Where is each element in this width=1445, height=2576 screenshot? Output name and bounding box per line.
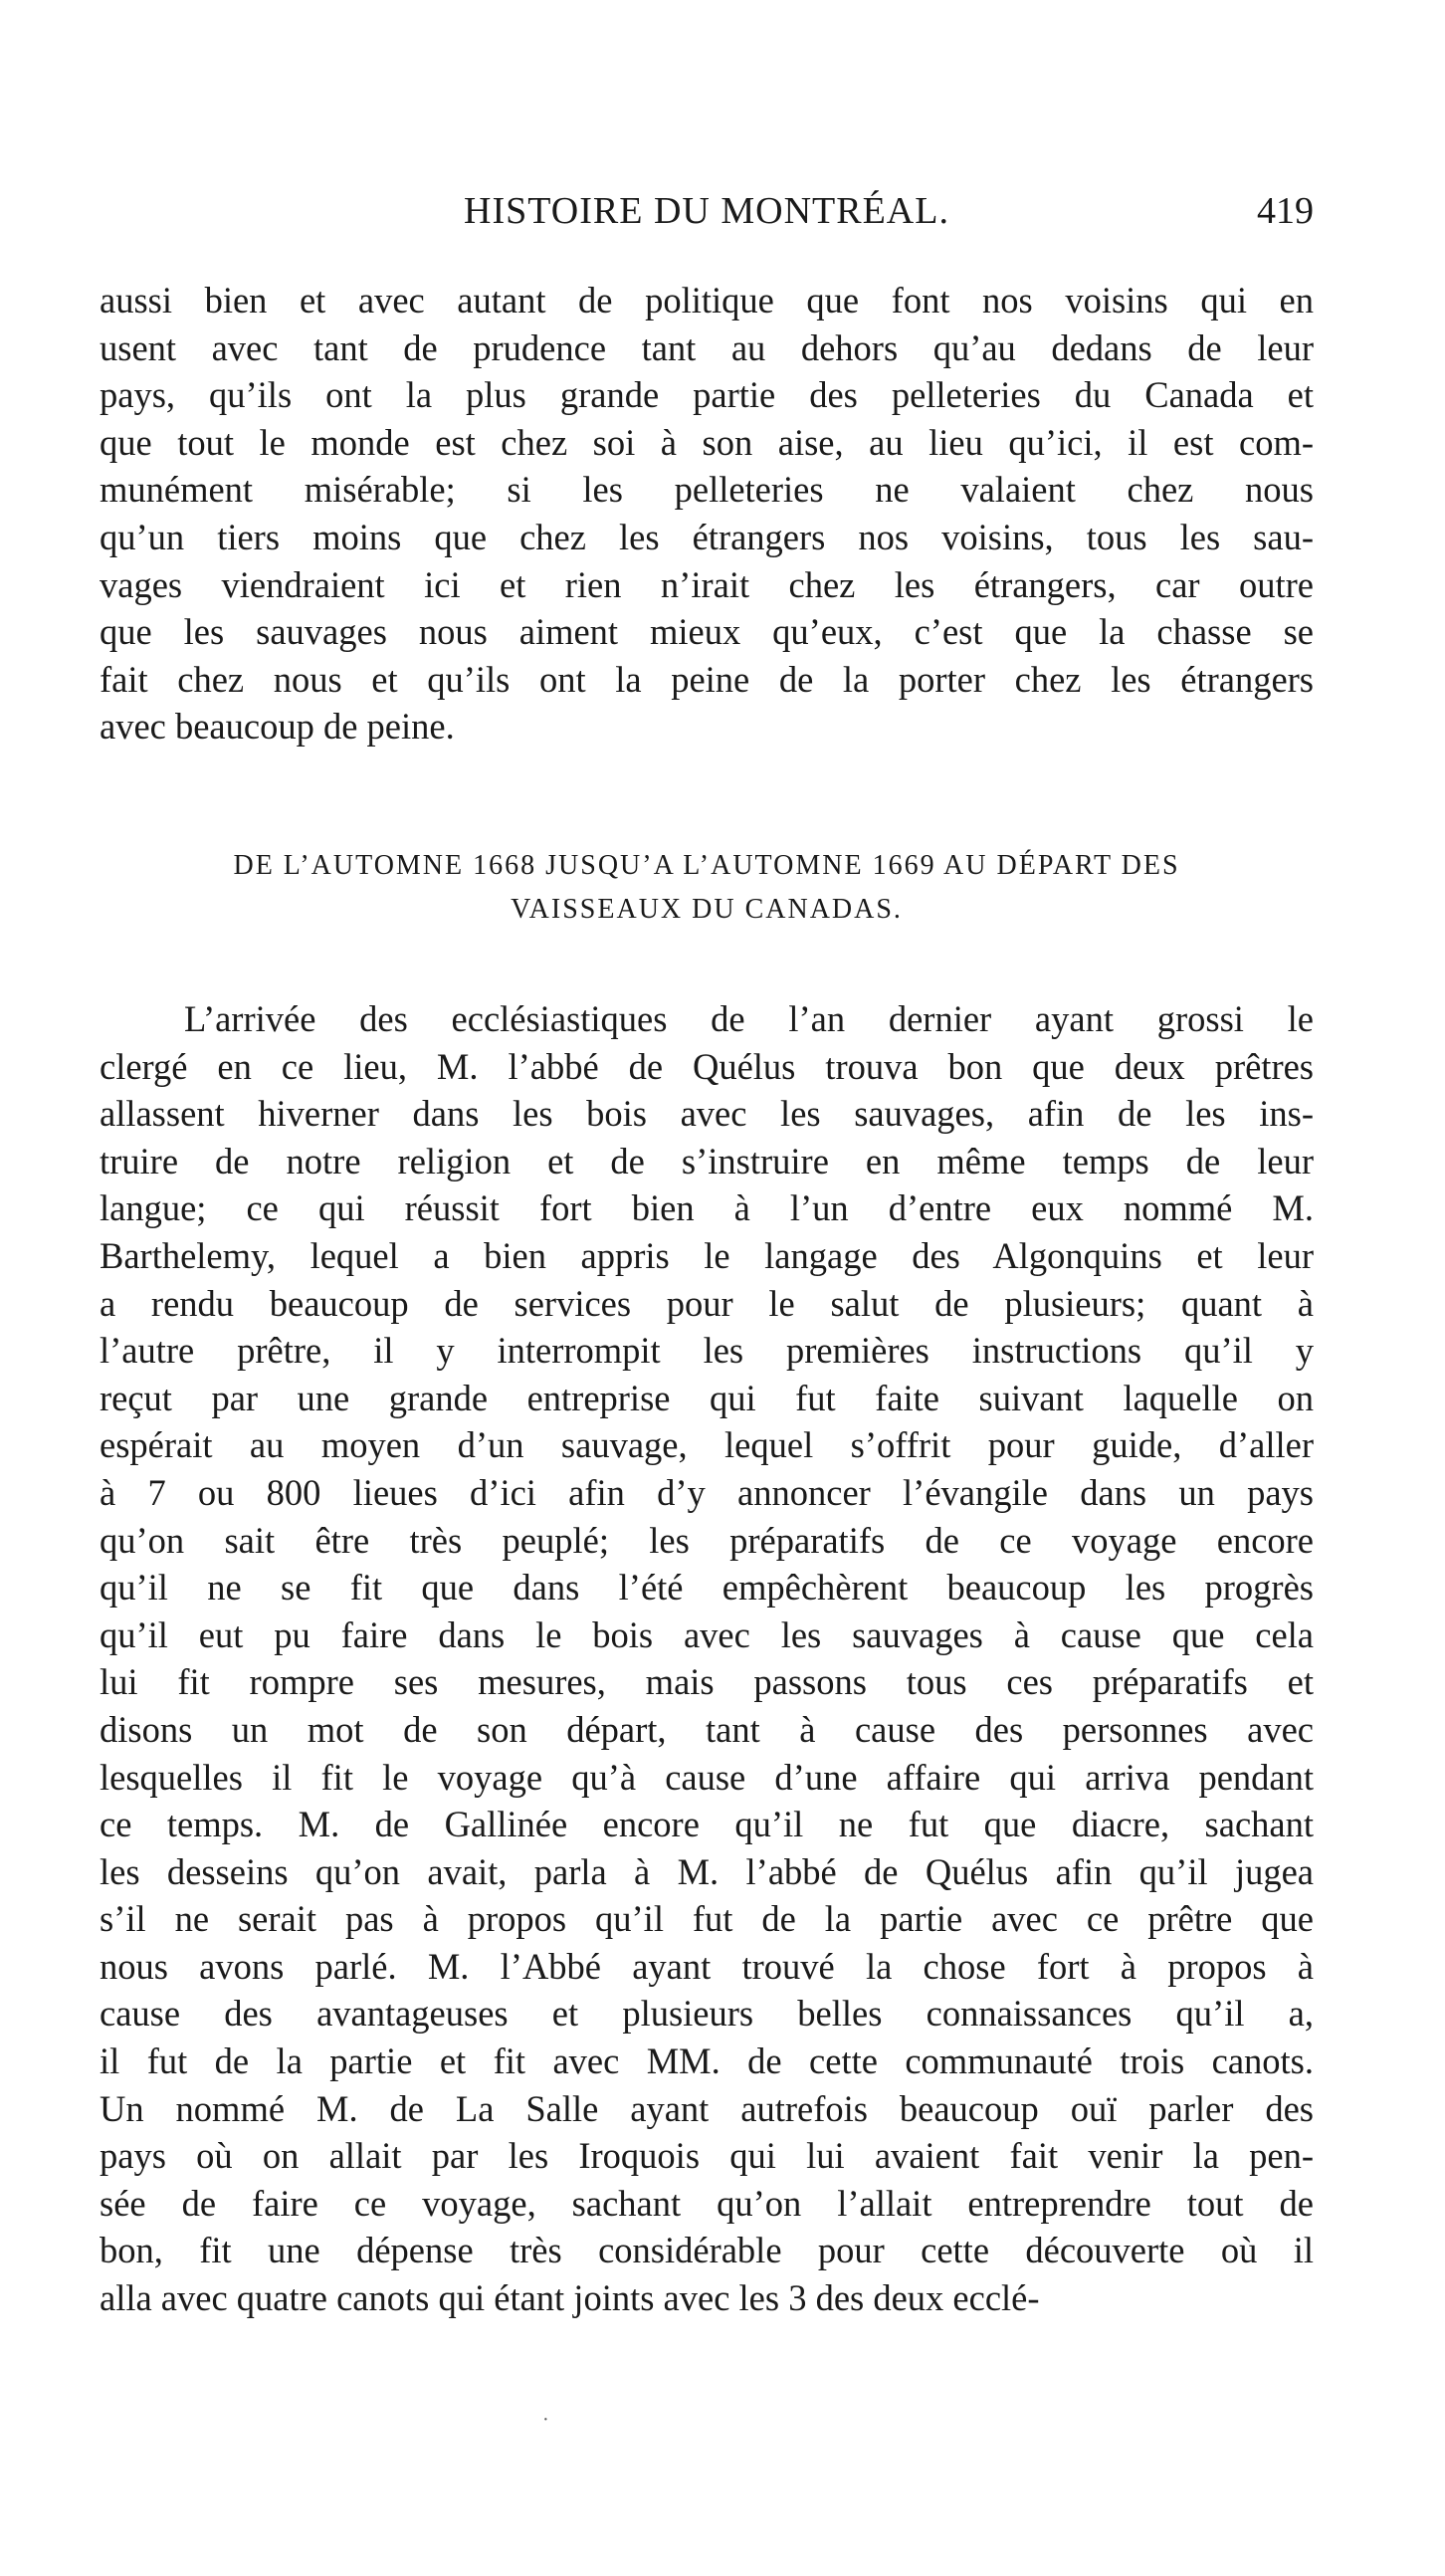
text-line: que tout le monde est chez soi à son aise, au lieu qu’ici, il est com- [100,421,1314,463]
text-line: Un nommé M. de La Salle ayant autrefois beaucoup ouï parler des [100,2087,1314,2129]
text-line: Barthelemy, lequel a bien appris le langage des Algonquins et leur [100,1234,1314,1276]
text-line: reçut par une grande entreprise qui fut faite suivant laquelle on [100,1377,1314,1418]
text-line: s’il ne serait pas à propos qu’il fut de la partie avec ce prêtre que [100,1898,1314,1940]
text-line: aussi bien et avec autant de politique que font nos voisins qui en [100,280,1314,321]
text-line: qu’il eut pu faire dans le bois avec les sauvages à cause que cela [100,1613,1314,1655]
text-line: L’arrivée des ecclésiastiques de l’an dernier ayant grossi le [184,998,1314,1039]
text-line: avec beaucoup de peine. [100,706,455,748]
section-heading-line-1: DE L’AUTOMNE 1668 JUSQU’A L’AUTOMNE 1669 AU DÉPART DES [233,850,1180,881]
text-line: usent avec tant de prudence tant au dehors qu’au dedans de leur [100,326,1314,368]
text-line: allassent hiverner dans les bois avec les sauvages, afin de les ins- [100,1093,1314,1135]
page-number: 419 [1257,190,1314,232]
text-line: qu’il ne se fit que dans l’été empêchèrent beaucoup les progrès [100,1567,1314,1609]
text-line: fait chez nous et qu’ils ont la peine de la porter chez les étrangers [100,658,1314,700]
text-line: qu’un tiers moins que chez les étrangers nos voisins, tous les sau- [100,516,1314,557]
text-line: munément misérable; si les pelleteries ne valaient chez nous [100,469,1314,511]
section-heading [100,844,1314,932]
text-line: lesquelles il fit le voyage qu’à cause d’une affaire qui arriva pendant [100,1756,1314,1798]
text-line: il fut de la partie et fit avec MM. de cette communauté trois canots. [100,2040,1314,2082]
text-line: langue; ce qui réussit fort bien à l’un d’entre eux nommé M. [100,1187,1314,1229]
text-line: clergé en ce lieu, M. l’abbé de Quélus trouva bon que deux prêtres [100,1045,1314,1087]
text-line: vages viendraient ici et rien n’irait chez les étrangers, car outre [100,563,1314,605]
text-line: que les sauvages nous aiment mieux qu’eux, c’est que la chasse se [100,611,1314,653]
text-line: truire de notre religion et de s’instruire en même temps de leur [100,1140,1314,1181]
text-line: l’autre prêtre, il y interrompit les premières instructions qu’il y [100,1330,1314,1372]
text-line: qu’on sait être très peuplé; les préparatifs de ce voyage encore [100,1519,1314,1561]
running-head [100,189,1314,249]
text-line: alla avec quatre canots qui étant joints avec les 3 des deux ecclé- [100,2277,1040,2319]
footer-mark: · [542,2409,549,2431]
paragraph-1 [100,277,1314,751]
text-line: bon, fit une dépense très considérable pour cette découverte où il [100,2230,1314,2271]
text-line: lui fit rompre ses mesures, mais passons tous ces préparatifs et [100,1661,1314,1703]
section-heading-line-2: VAISSEAUX DU CANADAS. [511,894,903,925]
text-line: les desseins qu’on avait, parla à M. l’abbé de Quélus afin qu’il jugea [100,1850,1314,1892]
text-line: pays où on allait par les Iroquois qui lui avaient fait venir la pen- [100,2135,1314,2177]
text-line: sée de faire ce voyage, sachant qu’on l’allait entreprendre tout de [100,2182,1314,2224]
text-line: espérait au moyen d’un sauvage, lequel s’offrit pour guide, d’aller [100,1424,1314,1466]
text-line: cause des avantageuses et plusieurs belles connaissances qu’il a, [100,1993,1314,2035]
text-line: ce temps. M. de Gallinée encore qu’il ne fut que diacre, sachant [100,1804,1314,1845]
text-line: à 7 ou 800 lieues d’ici afin d’y annoncer l’évangile dans un pays [100,1471,1314,1513]
running-title: HISTOIRE DU MONTRÉAL. [464,190,949,232]
paragraph-2 [100,995,1314,2322]
text-line: nous avons parlé. M. l’Abbé ayant trouvé la chose fort à propos à [100,1945,1314,1987]
text-line: disons un mot de son départ, tant à cause des personnes avec [100,1708,1314,1750]
text-line: pays, qu’ils ont la plus grande partie des pelleteries du Canada et [100,374,1314,416]
text-line: a rendu beaucoup de services pour le salut de plusieurs; quant à [100,1282,1314,1324]
